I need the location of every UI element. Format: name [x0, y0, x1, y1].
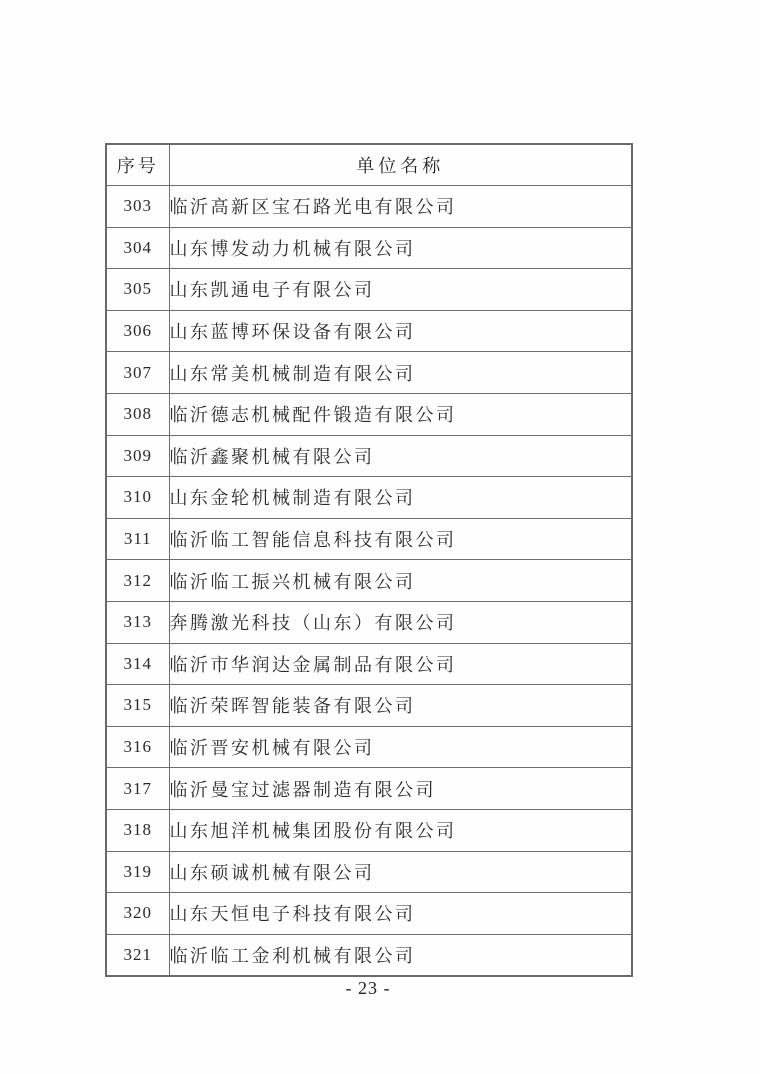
serial-number-cell: 305	[106, 269, 169, 311]
unit-name-cell: 山东凯通电子有限公司	[169, 269, 632, 311]
table-row	[106, 560, 632, 602]
serial-number-cell: 308	[106, 393, 169, 435]
table-row	[106, 269, 632, 311]
unit-name-cell: 临沂荣晖智能装备有限公司	[169, 685, 632, 727]
serial-number-cell: 304	[106, 227, 169, 269]
unit-name-cell: 临沂临工智能信息科技有限公司	[169, 518, 632, 560]
serial-number-cell: 311	[106, 518, 169, 560]
serial-number-cell: 320	[106, 893, 169, 935]
table-row	[106, 518, 632, 560]
unit-name-cell: 山东旭洋机械集团股份有限公司	[169, 809, 632, 851]
serial-number-cell: 321	[106, 934, 169, 976]
unit-name-cell: 山东蓝博环保设备有限公司	[169, 310, 632, 352]
serial-number-cell: 318	[106, 809, 169, 851]
unit-name-cell: 临沂晋安机械有限公司	[169, 726, 632, 768]
table-row	[106, 393, 632, 435]
unit-name-cell: 临沂德志机械配件锻造有限公司	[169, 393, 632, 435]
unit-name-cell: 临沂高新区宝石路光电有限公司	[169, 186, 632, 228]
column-header-unit-name: 单位名称	[169, 144, 632, 186]
table-row	[106, 352, 632, 394]
table-row	[106, 768, 632, 810]
unit-name-cell: 临沂市华润达金属制品有限公司	[169, 643, 632, 685]
table-body	[106, 186, 632, 977]
table-row	[106, 893, 632, 935]
unit-name-cell: 山东金轮机械制造有限公司	[169, 477, 632, 519]
serial-number-cell: 310	[106, 477, 169, 519]
unit-name-cell: 临沂鑫聚机械有限公司	[169, 435, 632, 477]
serial-number-cell: 307	[106, 352, 169, 394]
serial-number-cell: 312	[106, 560, 169, 602]
serial-number-cell: 317	[106, 768, 169, 810]
page-number: - 23 -	[345, 978, 391, 998]
unit-name-cell: 山东天恒电子科技有限公司	[169, 893, 632, 935]
serial-number-cell: 303	[106, 186, 169, 228]
unit-name-cell: 奔腾激光科技（山东）有限公司	[169, 601, 632, 643]
serial-number-cell: 319	[106, 851, 169, 893]
serial-number-cell: 316	[106, 726, 169, 768]
table-row	[106, 809, 632, 851]
serial-number-cell: 306	[106, 310, 169, 352]
serial-number-cell: 314	[106, 643, 169, 685]
table-row	[106, 227, 632, 269]
unit-name-cell: 临沂临工振兴机械有限公司	[169, 560, 632, 602]
serial-number-cell: 313	[106, 601, 169, 643]
unit-name-cell: 临沂临工金利机械有限公司	[169, 934, 632, 976]
table-row	[106, 186, 632, 228]
table-row	[106, 726, 632, 768]
table-header-row	[106, 144, 632, 186]
table-row	[106, 851, 632, 893]
table-row	[106, 685, 632, 727]
column-header-serial-number: 序号	[106, 144, 169, 186]
company-table	[105, 143, 633, 977]
table-row	[106, 310, 632, 352]
table-row	[106, 435, 632, 477]
unit-name-cell: 山东博发动力机械有限公司	[169, 227, 632, 269]
serial-number-cell: 309	[106, 435, 169, 477]
table-row	[106, 643, 632, 685]
table-row	[106, 934, 632, 976]
unit-name-cell: 山东常美机械制造有限公司	[169, 352, 632, 394]
unit-name-cell: 临沂曼宝过滤器制造有限公司	[169, 768, 632, 810]
table-row	[106, 601, 632, 643]
serial-number-cell: 315	[106, 685, 169, 727]
table-row	[106, 477, 632, 519]
unit-name-cell: 山东硕诚机械有限公司	[169, 851, 632, 893]
